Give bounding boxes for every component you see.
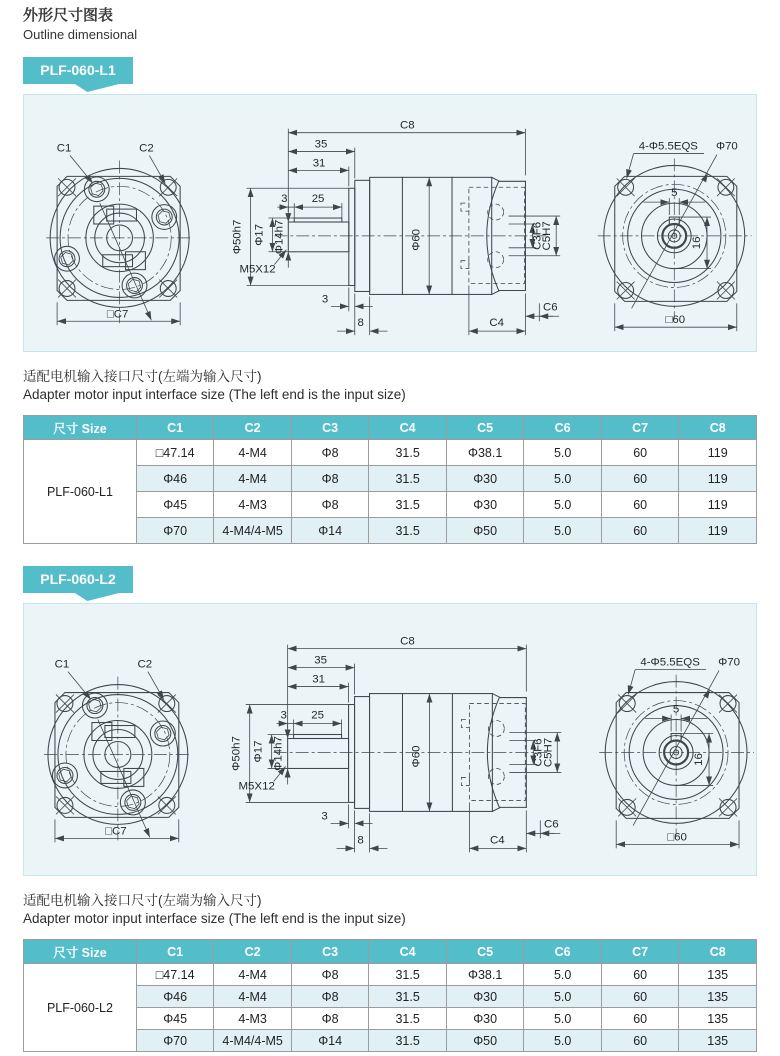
dimension-cell: 60 (601, 1008, 679, 1030)
right-view (599, 657, 754, 849)
dimension-cell: 60 (601, 964, 679, 986)
label-c1: C1 (54, 658, 70, 671)
dimension-cell: 60 (601, 518, 679, 544)
dimension-cell: □47.14 (136, 964, 214, 986)
column-header: C3 (291, 416, 369, 440)
side-section-view (232, 120, 561, 335)
model-cell: PLF-060-L1 (24, 440, 137, 544)
right-view (598, 141, 752, 332)
column-header: C2 (214, 940, 292, 964)
dimension-cell: 4-M4/4-M5 (214, 1030, 292, 1052)
dim-phi17: Φ17 (253, 224, 266, 246)
page-subtitle: Outline dimensional (23, 27, 138, 42)
outline-drawing-box (23, 94, 757, 352)
left-view (44, 659, 192, 843)
table-heading-en: Adapter motor input interface size (The left end is the input size) (23, 387, 406, 402)
dim-c6: C6 (542, 301, 558, 314)
dimension-cell: 60 (601, 492, 679, 518)
dimension-cell: Φ8 (291, 440, 369, 466)
dim-c4: C4 (490, 834, 505, 847)
gearbox-outline-drawing (24, 95, 756, 351)
left-view (46, 143, 193, 326)
dimension-cell: Φ30 (446, 466, 524, 492)
dimension-cell: Φ8 (291, 492, 369, 518)
column-header: C1 (136, 940, 214, 964)
table-header-row (24, 940, 757, 964)
dimension-cell: Φ45 (136, 1008, 214, 1030)
page-title: 外形尺寸图表 (23, 7, 114, 24)
dimension-cell: 5.0 (524, 518, 602, 544)
dimension-cell: 31.5 (369, 964, 447, 986)
dimension-cell: 5.0 (524, 466, 602, 492)
dimension-cell: 4-M4 (214, 964, 292, 986)
dimension-cell: Φ70 (136, 1030, 214, 1052)
dim-c5h7: C5H7 (541, 221, 554, 251)
badge-tail-icon (75, 84, 119, 92)
dimension-cell: Φ50 (446, 518, 524, 544)
dimension-cell: 60 (601, 1030, 679, 1052)
socket-screw-icon (52, 693, 175, 815)
dim-phi60: Φ60 (410, 228, 423, 251)
dim-c7: □C7 (106, 308, 129, 321)
dimension-cell: Φ50 (446, 1030, 524, 1052)
dimension-cell: 60 (601, 466, 679, 492)
dimension-cell: 31.5 (369, 1008, 447, 1030)
dim-16: 16 (693, 753, 706, 766)
table-heading-cn: 适配电机输入接口尺寸(左端为输入尺寸) (23, 369, 262, 384)
dim-sq60: □60 (665, 314, 686, 327)
dim-c5h7: C5H7 (542, 737, 555, 768)
dim-31: 31 (312, 157, 326, 170)
dim-phi14h7: Φ14h7 (273, 219, 286, 255)
section-plf-060-l2 (23, 544, 757, 1052)
model-badge (23, 566, 133, 593)
dimension-table (23, 939, 757, 1052)
outline-drawing-box (23, 603, 757, 876)
dimension-table (23, 415, 757, 544)
column-header: 尺寸 Size (24, 416, 137, 440)
dim-phi14h7: Φ14h7 (272, 736, 285, 771)
dim-25: 25 (311, 709, 324, 722)
label-c2: C2 (139, 142, 154, 155)
column-header: C8 (679, 940, 757, 964)
dimension-cell: 135 (679, 964, 757, 986)
dim-3-key: 3 (281, 193, 288, 206)
dimension-cell: 5.0 (524, 1008, 602, 1030)
dimension-cell: 4-M4 (214, 466, 292, 492)
dim-8: 8 (357, 834, 364, 847)
dimension-cell: Φ38.1 (446, 964, 524, 986)
socket-screw-icon (55, 177, 177, 298)
table-heading-en: Adapter motor input interface size (The left end is the input size) (23, 911, 406, 926)
dimension-cell: 4-M4/4-M5 (214, 518, 292, 544)
dim-3-pilot: 3 (321, 810, 328, 823)
column-header: C6 (524, 416, 602, 440)
dimension-cell: 119 (679, 492, 757, 518)
dimension-cell: 5.0 (524, 440, 602, 466)
dim-25: 25 (311, 193, 325, 206)
dim-phi17: Φ17 (252, 740, 265, 763)
dimension-cell: 31.5 (369, 440, 447, 466)
dimension-cell: Φ14 (291, 1030, 369, 1052)
dim-sq60: □60 (667, 831, 687, 844)
dim-c8: C8 (400, 635, 415, 648)
label-phi70: Φ70 (715, 140, 738, 153)
dim-phi50h7: Φ50h7 (230, 736, 243, 771)
dimension-cell: 135 (679, 986, 757, 1008)
table-header-row (24, 416, 757, 440)
dimension-cell: 135 (679, 1008, 757, 1030)
side-section-view (231, 636, 562, 853)
dimension-cell: Φ8 (291, 466, 369, 492)
dim-c4: C4 (489, 317, 504, 330)
gearbox-outline-drawing (24, 604, 756, 875)
dim-c3f6: C3F6 (532, 738, 545, 767)
dimension-cell: 119 (679, 518, 757, 544)
model-badge-label: PLF-060-L2 (40, 571, 116, 587)
dimension-cell: Φ14 (291, 518, 369, 544)
dim-35: 35 (314, 654, 327, 667)
label-c1: C1 (56, 142, 72, 155)
dimension-cell: 4-M3 (214, 1008, 292, 1030)
model-badge-label: PLF-060-L1 (40, 62, 116, 78)
dimension-cell: Φ8 (291, 964, 369, 986)
dim-5: 5 (671, 187, 678, 200)
dim-phi60: Φ60 (410, 745, 423, 768)
dimension-cell: 31.5 (369, 492, 447, 518)
dimension-cell: 31.5 (369, 1030, 447, 1052)
dimension-cell: Φ46 (136, 986, 214, 1008)
column-header: 尺寸 Size (24, 940, 137, 964)
badge-tail-icon (75, 593, 119, 601)
section-plf-060-l1 (23, 57, 757, 544)
dim-31: 31 (312, 673, 325, 686)
column-header: C8 (679, 416, 757, 440)
dim-8: 8 (357, 317, 364, 330)
dimension-cell: Φ30 (446, 492, 524, 518)
dim-16: 16 (691, 236, 704, 250)
label-phi70: Φ70 (718, 656, 740, 669)
dimension-cell: 4-M4 (214, 440, 292, 466)
label-bolt-holes: 4-Φ5.5EQS (638, 140, 698, 153)
column-header: C4 (369, 416, 447, 440)
dimension-cell: 31.5 (369, 986, 447, 1008)
column-header: C1 (136, 416, 214, 440)
column-header: C7 (601, 940, 679, 964)
dim-c6: C6 (543, 818, 559, 831)
dim-c8: C8 (400, 119, 415, 132)
column-header: C3 (291, 940, 369, 964)
column-header: C5 (446, 940, 524, 964)
dim-3-key: 3 (280, 709, 287, 722)
table-heading-cn: 适配电机输入接口尺寸(左端为输入尺寸) (23, 893, 262, 908)
dim-35: 35 (314, 138, 328, 151)
dim-3-pilot: 3 (321, 293, 329, 306)
label-bolt-holes: 4-Φ5.5EQS (640, 656, 700, 669)
label-m5x12: M5X12 (238, 780, 275, 793)
column-header: C4 (369, 940, 447, 964)
dimension-cell: 119 (679, 440, 757, 466)
table-row (24, 440, 757, 466)
dimension-cell: 60 (601, 440, 679, 466)
dimension-cell: Φ38.1 (446, 440, 524, 466)
dimension-cell: 4-M4 (214, 986, 292, 1008)
dim-5: 5 (672, 703, 680, 716)
dimension-cell: 31.5 (369, 466, 447, 492)
dimension-cell: Φ30 (446, 1008, 524, 1030)
dimension-cell: 60 (601, 986, 679, 1008)
dimension-cell: Φ70 (136, 518, 214, 544)
column-header: C6 (524, 940, 602, 964)
table-row (24, 964, 757, 986)
dimension-cell: Φ8 (291, 986, 369, 1008)
label-m5x12: M5X12 (239, 263, 276, 276)
model-cell: PLF-060-L2 (24, 964, 137, 1052)
column-header: C5 (446, 416, 524, 440)
dimension-cell: 119 (679, 466, 757, 492)
dimension-cell: Φ45 (136, 492, 214, 518)
dimension-cell: 4-M3 (214, 492, 292, 518)
dimension-cell: 5.0 (524, 492, 602, 518)
model-badge (23, 57, 133, 84)
dimension-cell: Φ46 (136, 466, 214, 492)
dim-c7: □C7 (105, 825, 127, 838)
label-c2: C2 (137, 658, 153, 671)
dimension-cell: 5.0 (524, 986, 602, 1008)
dimension-cell: Φ30 (446, 986, 524, 1008)
dimension-cell: 5.0 (524, 1030, 602, 1052)
dimension-cell: Φ8 (291, 1008, 369, 1030)
column-header: C2 (214, 416, 292, 440)
dimension-cell: 31.5 (369, 518, 447, 544)
dimension-cell: 5.0 (524, 964, 602, 986)
dim-phi50h7: Φ50h7 (231, 219, 244, 255)
column-header: C7 (601, 416, 679, 440)
dim-c3f6: C3F6 (531, 221, 544, 250)
dimension-cell: 135 (679, 1030, 757, 1052)
dimension-cell: □47.14 (136, 440, 214, 466)
